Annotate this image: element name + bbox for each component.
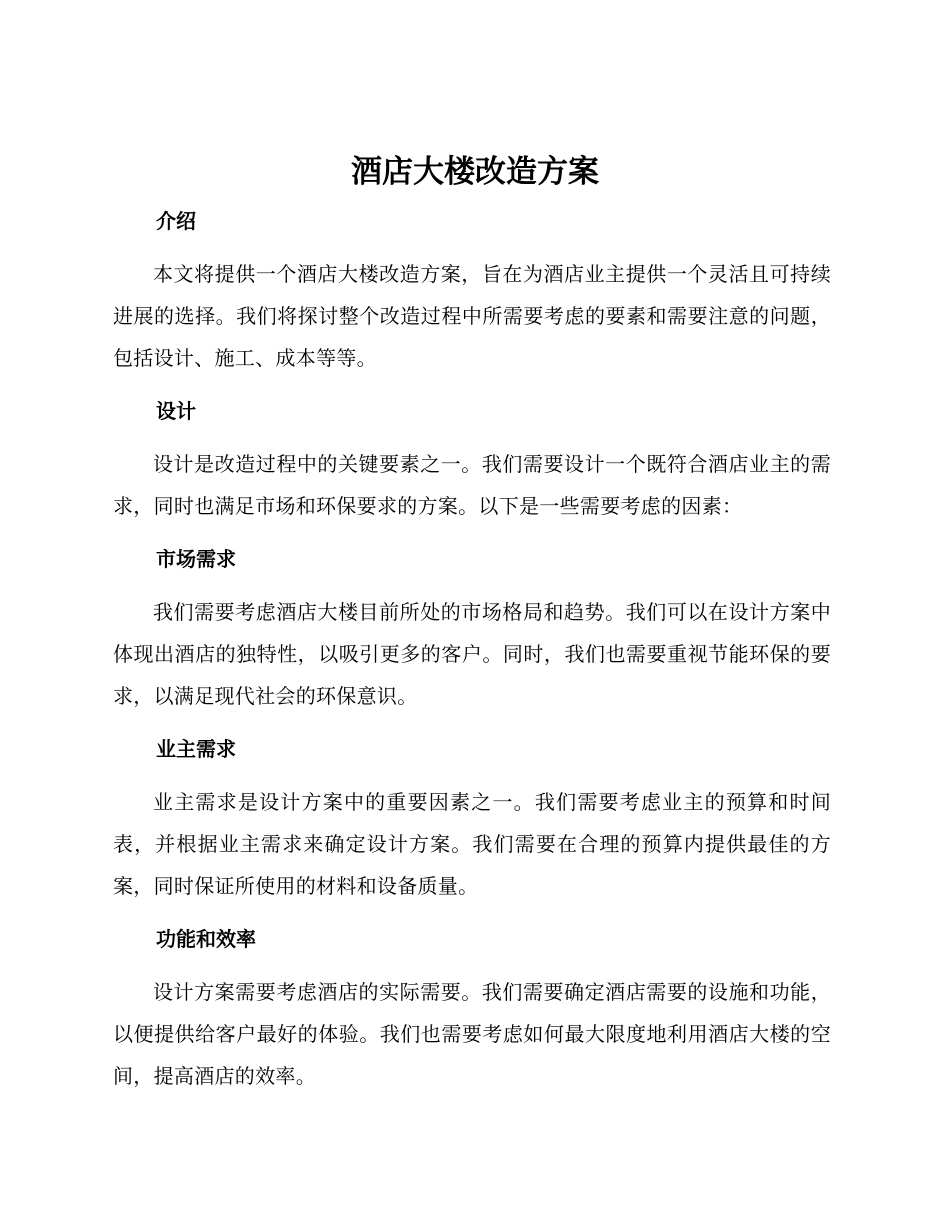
section-owner-demand — [113, 728, 831, 918]
section-paragraph: 本文将提供一个酒店大楼改造方案，旨在为酒店业主提供一个灵活且可持续进展的选择。我们将探讨整个改造过程中所需要考虑的要素和需要注意的问题，包括设计、施工、成本等等。 — [113, 262, 831, 370]
section-function-efficiency — [113, 918, 831, 1097]
document-body — [113, 200, 831, 1097]
section-paragraph: 我们需要考虑酒店大楼目前所处的市场格局和趋势。我们可以在设计方案中体现出酒店的独特性，以吸引更多的客户。同时，我们也需要重视节能环保的要求，以满足现代社会的环保意识。 — [113, 600, 831, 708]
section-paragraph: 设计是改造过程中的关键要素之一。我们需要设计一个既符合酒店业主的需求，同时也满足市场和环保要求的方案。以下是一些需要考虑的因素： — [113, 452, 831, 518]
section-heading: 功能和效率 — [156, 927, 256, 951]
document-title: 酒店大楼改造方案 — [351, 154, 599, 190]
section-paragraph: 设计方案需要考虑酒店的实际需要。我们需要确定酒店需要的设施和功能，以便提供给客户最好的体验。我们也需要考虑如何最大限度地利用酒店大楼的空间，提高酒店的效率。 — [113, 980, 831, 1088]
section-heading: 市场需求 — [156, 547, 236, 571]
section-heading: 业主需求 — [156, 737, 236, 761]
section-market-demand — [113, 538, 831, 728]
section-heading: 介绍 — [156, 209, 196, 233]
section-intro — [113, 200, 831, 390]
section-paragraph: 业主需求是设计方案中的重要因素之一。我们需要考虑业主的预算和时间表，并根据业主需求来确定设计方案。我们需要在合理的预算内提供最佳的方案，同时保证所使用的材料和设备质量。 — [113, 790, 831, 898]
section-design — [113, 390, 831, 538]
section-heading: 设计 — [156, 399, 196, 423]
